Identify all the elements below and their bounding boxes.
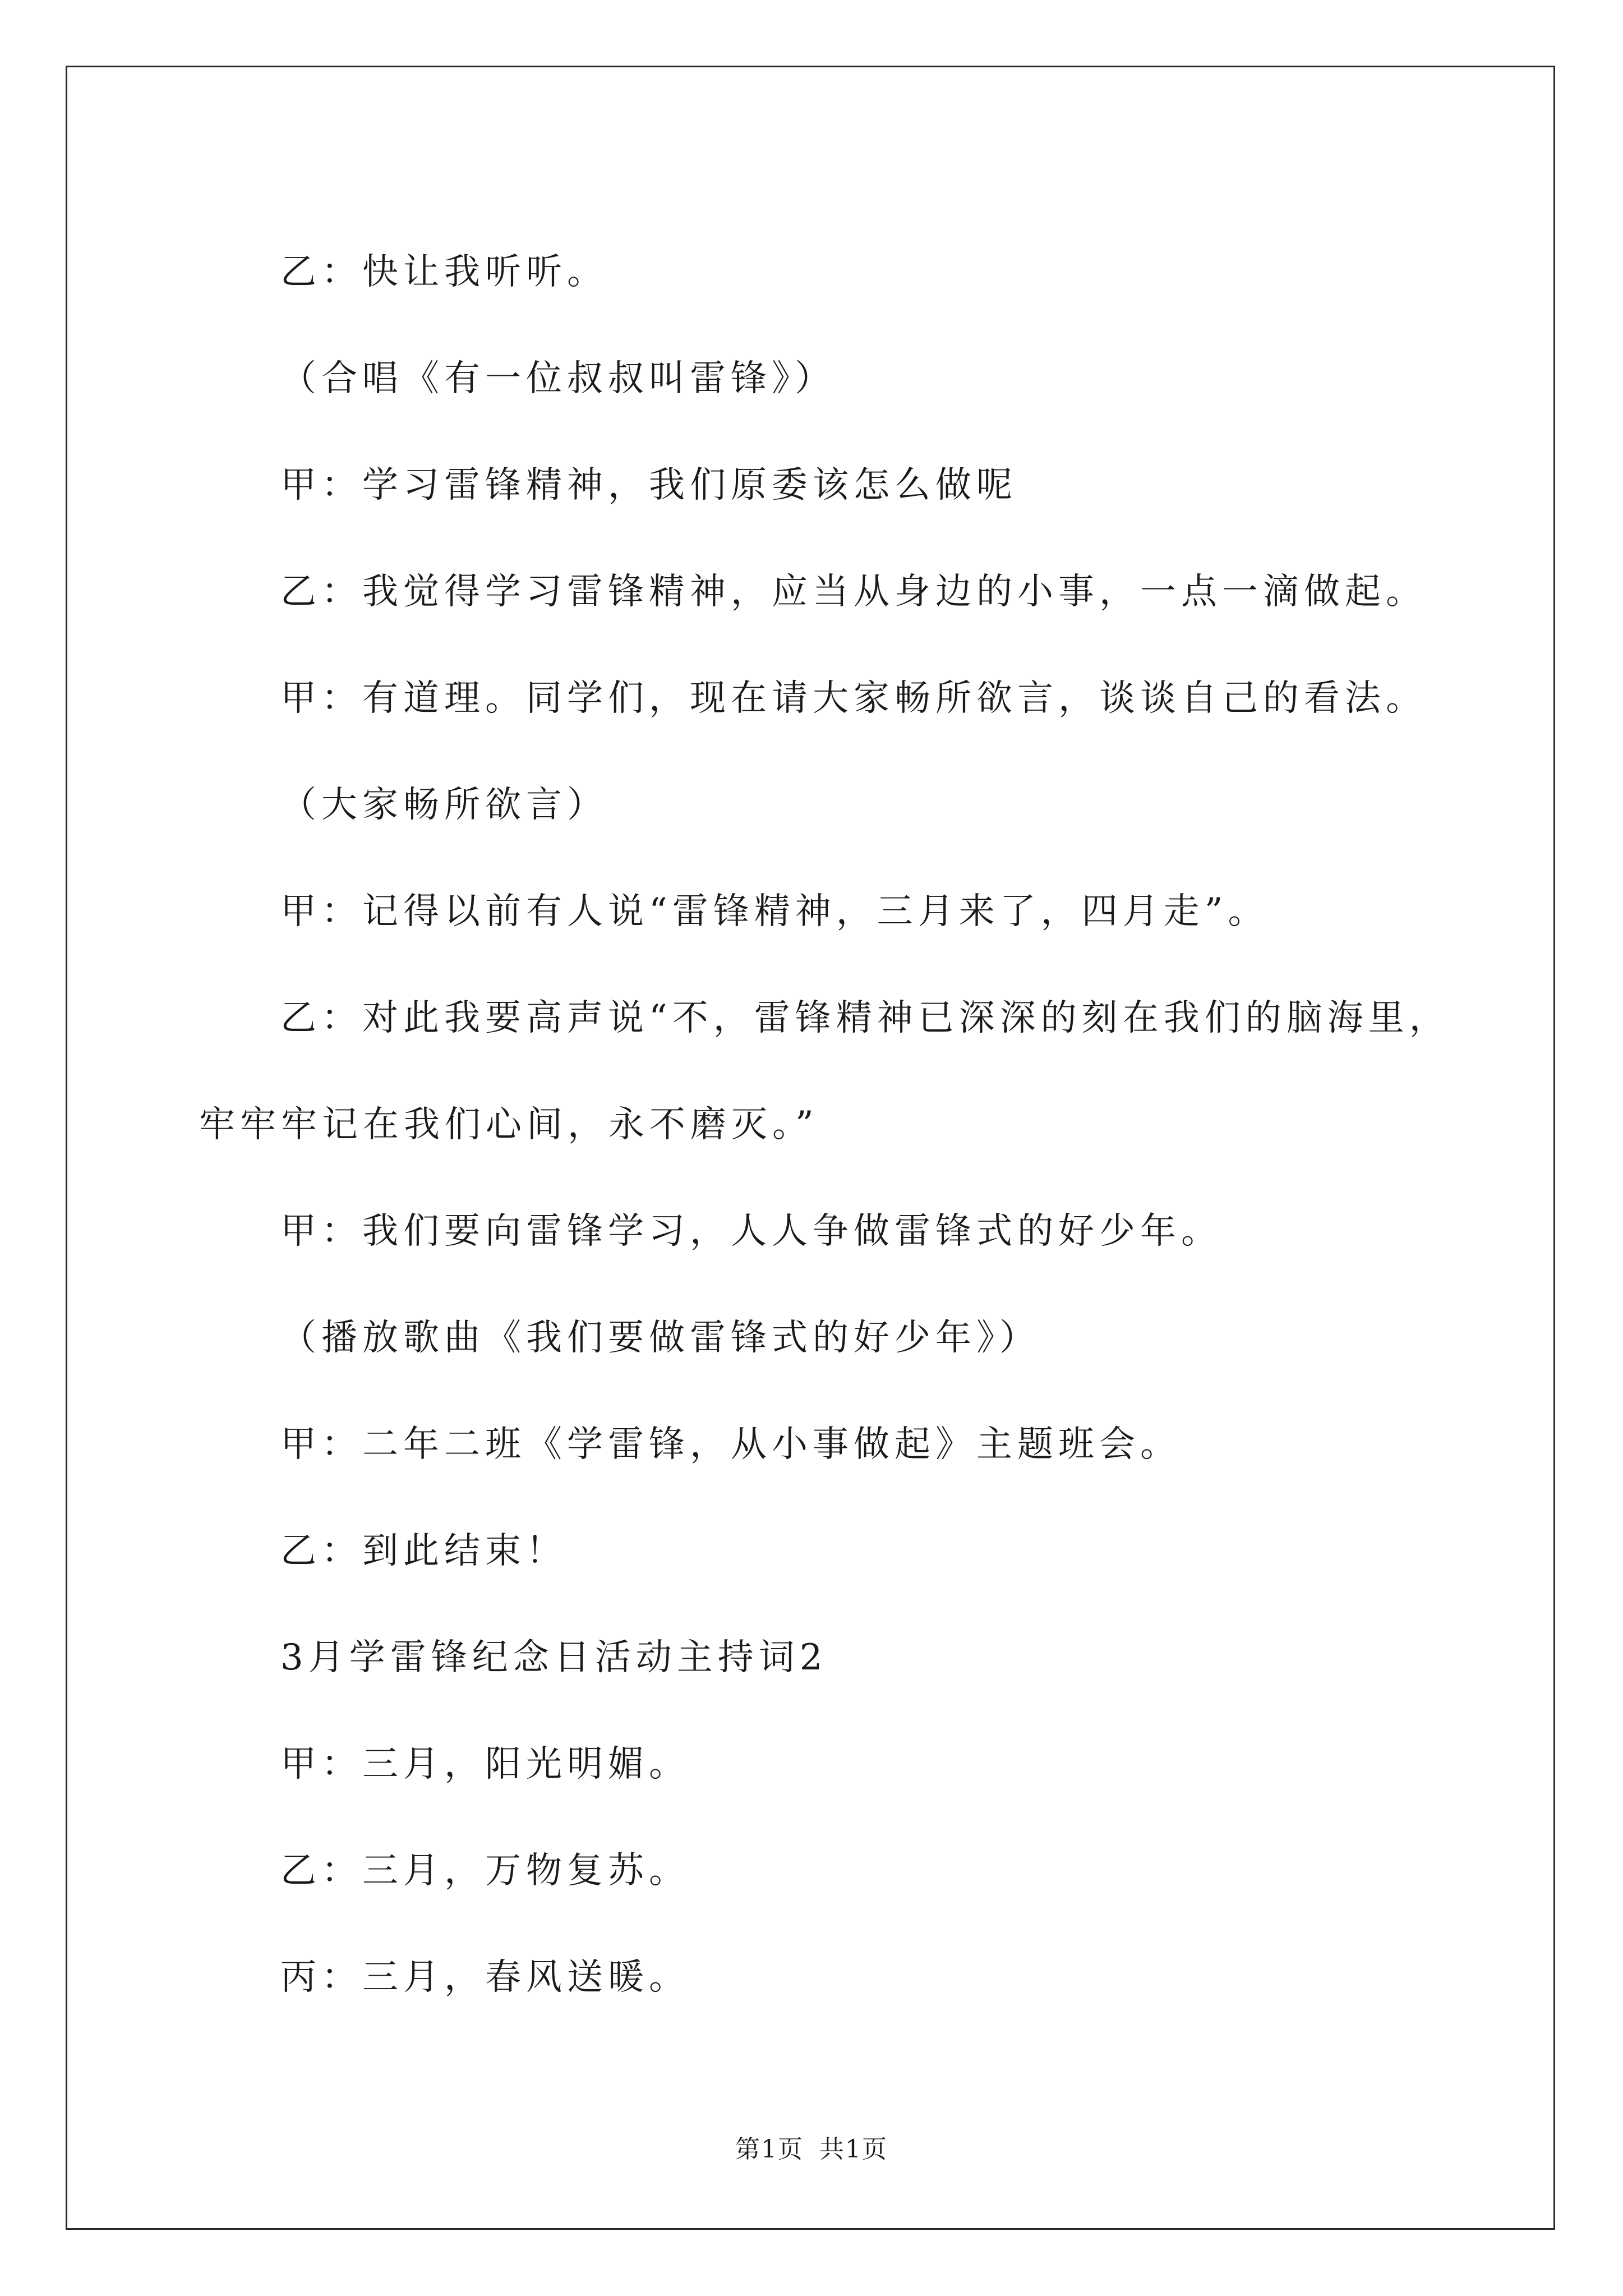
paragraph: 乙：到此结束！ [280,1530,567,1572]
paragraph: 乙：三月，万物复苏。 [280,1850,690,1892]
paragraph: 甲：有道理。同学们，现在请大家畅所欲言，谈谈自己的看法。 [280,678,1427,719]
paragraph: （合唱《有一位叔叔叫雷锋》） [280,358,836,399]
page-number: 第1页 [735,2135,804,2164]
paragraph: 乙：对此我要高声说“不，雷锋精神已深深的刻在我们的脑海里， [280,997,1450,1039]
paragraph: 甲：二年二班《学雷锋，从小事做起》主题班会。 [280,1424,1181,1465]
paragraph: 乙：快让我听听。 [280,251,608,293]
page-footer [0,2129,1623,2165]
paragraph: 丙：三月，春风送暖。 [280,1957,690,1998]
paragraph: 甲：学习雷锋精神，我们原委该怎么做呢 [280,464,1017,506]
paragraph: 乙：我觉得学习雷锋精神，应当从身边的小事，一点一滴做起。 [280,571,1427,613]
paragraph: 甲：我们要向雷锋学习，人人争做雷锋式的好少年。 [280,1211,1222,1252]
paragraph-continuation: 牢牢牢记在我们心间，永不磨灭。” [199,1104,819,1145]
paragraph: 甲：记得以前有人说“雷锋精神，三月来了，四月走”。 [280,891,1269,932]
paragraph: （播放歌曲《我们要做雷锋式的好少年》） [280,1317,1040,1359]
section-heading: 3月学雷锋纪念日活动主持词2 [280,1637,828,1678]
paragraph: 甲：三月，阳光明媚。 [280,1743,690,1785]
paragraph: （大家畅所欲言） [280,784,608,826]
document-body [199,219,1489,2031]
page-total: 共1页 [819,2135,888,2164]
